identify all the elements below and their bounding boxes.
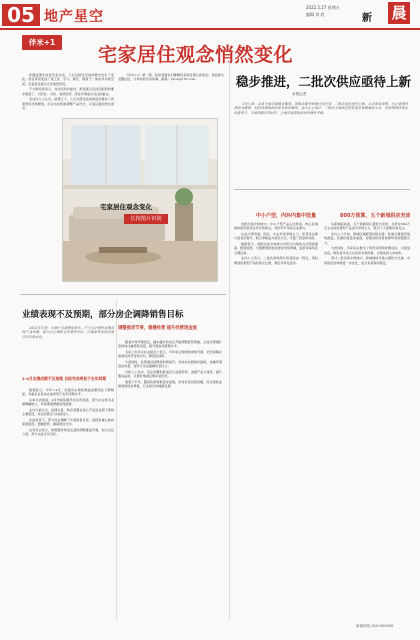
right-article-title: 稳步推进，二批次供应亟待上新: [236, 74, 412, 89]
paragraph: 也有房企表示，将根据市场变化适时调整推盘节奏，加大去化力度，努力完成全年目标。: [22, 427, 114, 437]
paragraph: 数据显示，今年1-4月，百强房企销售操盘金额同比下降明显，多数企业目标完成率低于去年同期水平。: [22, 388, 114, 397]
photo-caption: 宅家居住观念变化: [100, 203, 152, 211]
column-tag: 伴米+1: [22, 35, 62, 50]
paragraph: 《伴米+1》第一期，和读者朋友们聊聊宅家居住观念的变化。欢迎参与话题讨论，分享你的宅家故事，邮箱：bjcsb@163.com。: [118, 73, 224, 82]
page-number: 05: [2, 4, 40, 26]
lower-article-column-1: [22, 388, 114, 620]
paragraph: 数据显示，首批次成交地块中内环以内地块占比明显提高，配套成熟、交通便利的地块更受市场青睐，溢价率保持在合理区间。: [234, 241, 318, 255]
right-article-column-1: [234, 222, 318, 558]
paragraph: 首批次集中供地中，中小户型产品占比较高，核心区域地块依然是房企争夺的焦点，竞价环节多家企业参与。: [234, 222, 318, 231]
paragraph: 在此背景下，部分房企调降了年度销售目标，将经营重心转向保现金流、稳健经营，确保项目交付。: [22, 417, 114, 427]
column-divider: [116, 300, 117, 620]
paragraph: 预计二批次集中供地中，新城地块仍将占据较大比重，市场供应结构将进一步优化，成交有望保持稳定。: [324, 256, 410, 265]
lower-article-title: 业绩表现不及预期，部分房企调降销售目标: [22, 310, 184, 320]
byline: 本报记者: [292, 92, 307, 96]
paragraph: 伴随疫情长时间宅家生活，人们对居住空间的要求发生了变化。居住场景变成了集工作、学习、娱乐、健身于一体的多功能空间，宅家居住观念正在悄然改变。: [22, 73, 114, 86]
footer-note: 新闻热线 010-000000: [356, 624, 394, 628]
divider: [20, 294, 226, 295]
qr-hint-button[interactable]: 长按图片识别: [124, 214, 168, 224]
paragraph: 业内人士分析，新城区域配套持续完善，轨道交通建设加快推进，区域价值逐步显现，对刚需和改善客群均有较强吸引力。: [324, 231, 410, 245]
paragraph: 与此同时，政策面持续释放积极信号，多地出台稳楼市措施，金融环境逐步改善，有助于房企缓解资金压力。: [118, 359, 222, 369]
subheading: 1-4月业绩成绩不及预期 目标完成率低于去年同期: [22, 376, 107, 381]
paragraph: 随着市场环境变化，越来越多的房企开始调整经营策略，从追求规模扩张转向注重经营质量，提升现金流管理水平。: [118, 340, 222, 349]
paragraph: 与此同时，多家房企推出了特价房源和优惠活动，以促进去化。购房者可结合自身需求和预算，合理选择入市时机。: [324, 246, 410, 255]
header-rule: [0, 28, 420, 30]
divider: [234, 189, 410, 190]
interior-photo: [62, 118, 218, 282]
paragraph: 不少购房者表示，对住宅的功能性、舒适度以及社区配套的要求更高了，大阳台、书房、收纳空间、绿化环境成为关注的重点。: [22, 87, 114, 96]
logo-mark: 晨: [388, 2, 410, 24]
column-divider: [229, 60, 230, 620]
paragraph: 业内分析认为，疫情反复、购房者置业信心不足是业绩下滑的主要原因，房企回款压力持续加大。: [22, 407, 114, 417]
paragraph: 从成交情况看，国企、央企仍是拿地主力，民营房企参与度有所提升，联合拿地成为常见方式，分散了资金和风险。: [234, 231, 318, 241]
right-article-column-2: [324, 222, 410, 618]
subheading: 调整推货节奏，稳健经营 提升经营现金流: [118, 326, 197, 331]
paragraph: 展望下半年，随着政策效果逐步显现，市场有望企稳回暖，房企销售业绩或将迎来修复，行业将迈向健康发展。: [118, 379, 222, 389]
lower-article-column-2: [118, 340, 222, 620]
paragraph: 业内人士表示，二批次供地预计将延续这一特点，同时增加改善型产品的供应比例，满足多样化需求。: [234, 256, 318, 265]
subheading: 800万预算，五个新城供应充沛: [340, 213, 411, 219]
feature-title: 宅家居住观念悄然变化: [98, 44, 294, 66]
living-room-image: [63, 119, 217, 281]
subheading: 中小户型，内环内集中放量: [256, 213, 317, 219]
paragraph: 分析人士指出，房企需要积极适应行业新形势，加强产品力建设，提升服务品质，以更好地满足购房者需求。: [118, 369, 222, 379]
right-article-lead: 今年以来，北京土地市场稳步推进。首批次集中供地已经完成，二批次供应亟待上新。从目前情况看，房企拿地仍然较为谨慎，但对优质地块的竞争依旧激烈。业内人士预计，二批次土地供应将有更多优质地块入市，在政策持续优化的背景下，市场热度有望回升，土地市场将逐步回归理性平稳。: [234, 102, 408, 115]
paragraph: 从单月表现看，4月份销售额环比有所回落，部分企业单月业绩降幅较大，市场观望情绪依然浓厚。: [22, 397, 114, 407]
editor-credit: 编辑 刘 欣: [306, 12, 325, 17]
section-title: 地产星空: [44, 9, 104, 25]
logo-text: 新: [362, 13, 372, 24]
paragraph: 多家上市房企在业绩会上表示，今年将合理控制拿地节奏，优先保障在建项目的开发和交付，降低负债率。: [118, 349, 222, 359]
lower-article-lead: 2022年以来，房地产市场整体承压，不少房企销售业绩表现不及预期，部分房企调降全年销售目标，以更加务实的态度应对市场变化。: [22, 326, 114, 339]
paragraph: 有业内人士认为，疫情之下，人们对居住品质的追求推动了改善型需求的释放，房企也在积极调整产品设计，以适应新的居住需求。: [22, 97, 114, 110]
intro-column-2: [118, 73, 224, 113]
issue-date: 2022.5.27 星期五: [306, 5, 340, 10]
paragraph: 从新城板块看，五个新城供应量较为充沛，总价在800万元左右的改善型产品成为市场主力，吸引了大量购房者关注。: [324, 222, 410, 231]
